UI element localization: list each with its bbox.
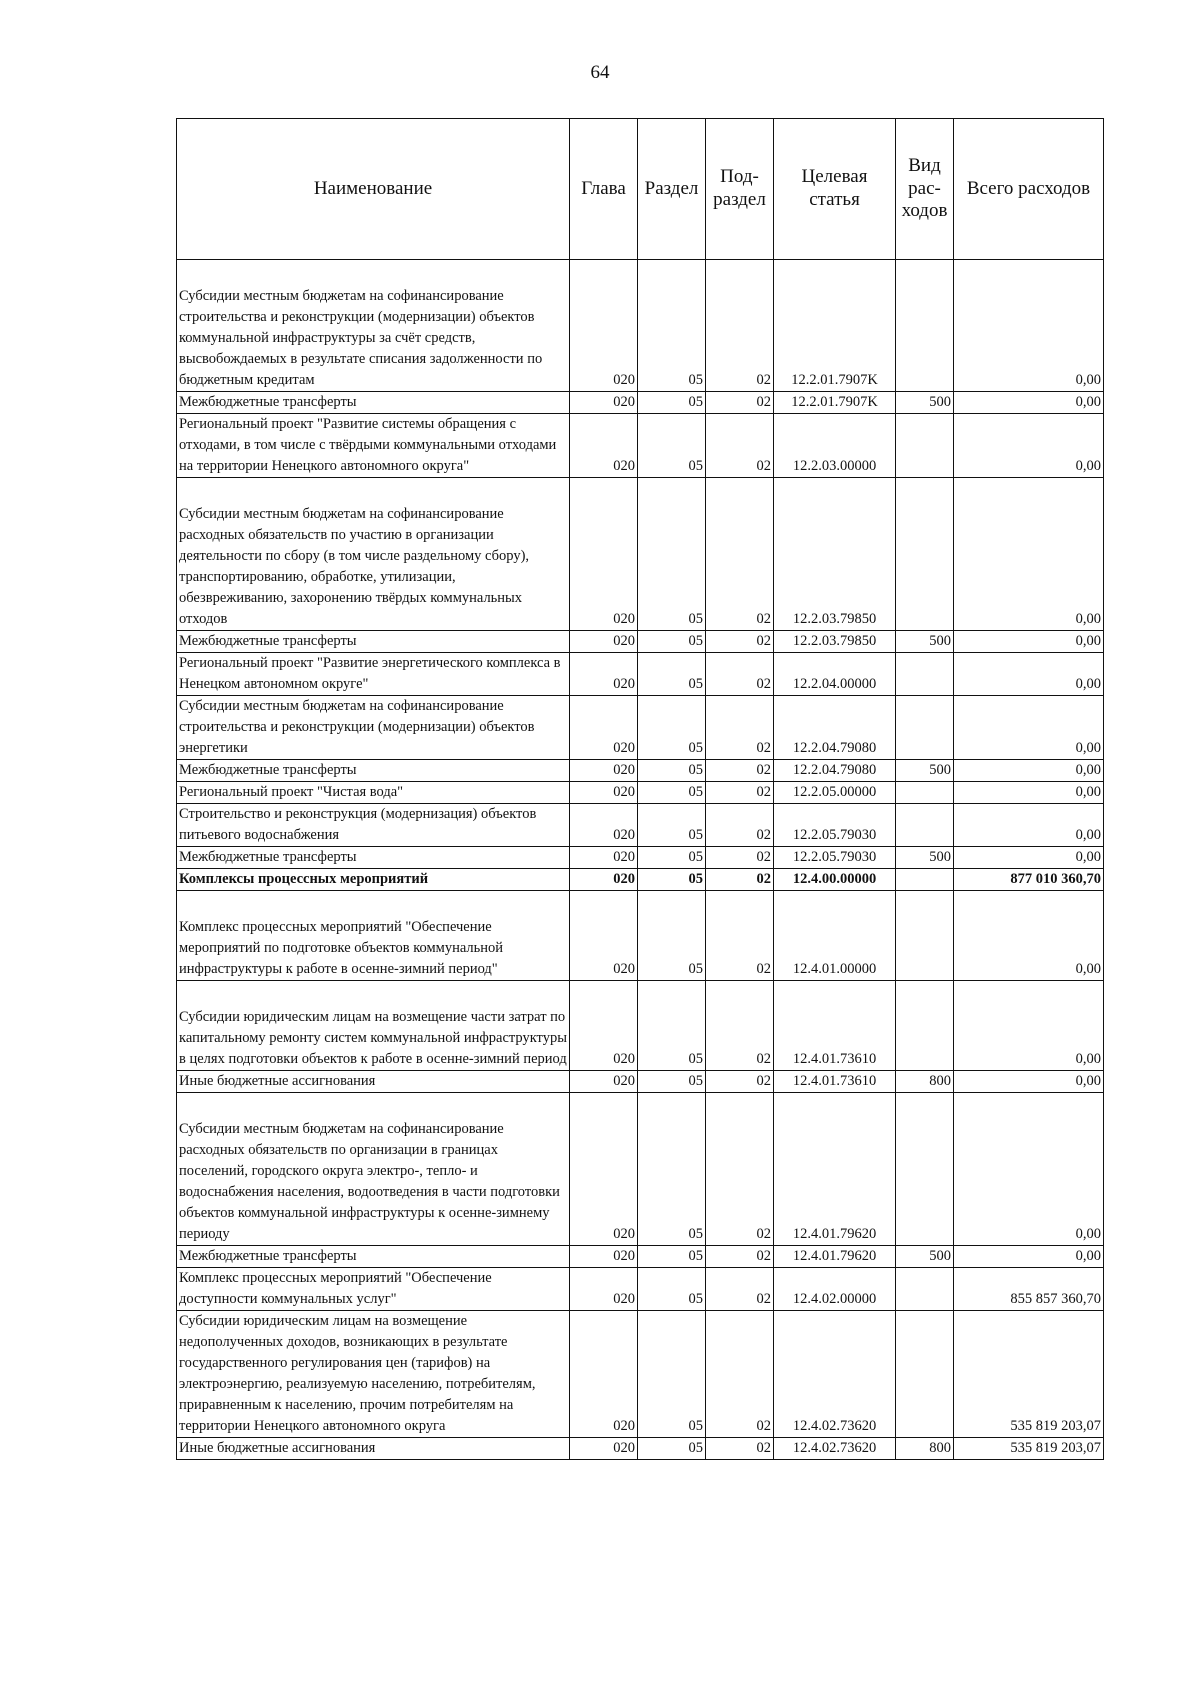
cell-vid [896, 1311, 954, 1438]
cell-razdel: 05 [638, 1268, 706, 1311]
table-row [177, 392, 1104, 414]
table-row [177, 478, 1104, 631]
cell-podrazdel: 02 [706, 1071, 774, 1093]
cell-total: 0,00 [954, 891, 1104, 981]
cell-total: 0,00 [954, 981, 1104, 1071]
cell-vid [896, 414, 954, 478]
cell-glava: 020 [570, 392, 638, 414]
cell-razdel: 05 [638, 478, 706, 631]
cell-name: Межбюджетные трансферты [177, 631, 570, 653]
cell-podrazdel: 02 [706, 1438, 774, 1460]
cell-celevaya: 12.4.01.73610 [774, 1071, 896, 1093]
table-row [177, 696, 1104, 760]
cell-name: Комплекс процессных мероприятий "Обеспечение доступности коммунальных услуг" [177, 1268, 570, 1311]
cell-podrazdel: 02 [706, 869, 774, 891]
cell-razdel: 05 [638, 653, 706, 696]
cell-podrazdel: 02 [706, 1093, 774, 1246]
header-vid: Вид рас-ходов [896, 119, 954, 260]
cell-glava: 020 [570, 869, 638, 891]
table-row [177, 1246, 1104, 1268]
cell-razdel: 05 [638, 260, 706, 392]
cell-total: 0,00 [954, 414, 1104, 478]
header-total: Всего расходов [954, 119, 1104, 260]
cell-celevaya: 12.2.04.79080 [774, 696, 896, 760]
table-row [177, 1311, 1104, 1438]
cell-name: Межбюджетные трансферты [177, 847, 570, 869]
cell-total: 0,00 [954, 804, 1104, 847]
header-name: Наименование [177, 119, 570, 260]
cell-glava: 020 [570, 1311, 638, 1438]
cell-total: 535 819 203,07 [954, 1311, 1104, 1438]
table-row [177, 804, 1104, 847]
cell-name: Межбюджетные трансферты [177, 760, 570, 782]
cell-celevaya: 12.4.01.73610 [774, 981, 896, 1071]
cell-glava: 020 [570, 696, 638, 760]
cell-podrazdel: 02 [706, 631, 774, 653]
cell-name: Субсидии юридическим лицам на возмещение недополученных доходов, возникающих в результате государственного регулирования цен (тарифов) на электроэнергию, реализуемую населению, потребителям, приравненным к населению, прочим потребителям на территории Ненецкого автономного округа [177, 1311, 570, 1438]
cell-vid [896, 782, 954, 804]
cell-glava: 020 [570, 1438, 638, 1460]
cell-vid [896, 869, 954, 891]
cell-celevaya: 12.2.01.7907K [774, 392, 896, 414]
cell-razdel: 05 [638, 847, 706, 869]
cell-podrazdel: 02 [706, 1311, 774, 1438]
table-row [177, 414, 1104, 478]
cell-total: 877 010 360,70 [954, 869, 1104, 891]
cell-vid: 500 [896, 1246, 954, 1268]
table-row [177, 1093, 1104, 1246]
cell-glava: 020 [570, 1268, 638, 1311]
cell-vid: 500 [896, 392, 954, 414]
cell-podrazdel: 02 [706, 981, 774, 1071]
table-row [177, 653, 1104, 696]
cell-celevaya: 12.2.05.79030 [774, 804, 896, 847]
cell-razdel: 05 [638, 1438, 706, 1460]
cell-podrazdel: 02 [706, 478, 774, 631]
cell-podrazdel: 02 [706, 653, 774, 696]
cell-name: Иные бюджетные ассигнования [177, 1071, 570, 1093]
cell-celevaya: 12.2.01.7907K [774, 260, 896, 392]
table-row [177, 981, 1104, 1071]
cell-celevaya: 12.2.03.79850 [774, 631, 896, 653]
cell-celevaya: 12.2.04.79080 [774, 760, 896, 782]
cell-total: 535 819 203,07 [954, 1438, 1104, 1460]
cell-glava: 020 [570, 1093, 638, 1246]
cell-total: 0,00 [954, 260, 1104, 392]
cell-glava: 020 [570, 1071, 638, 1093]
cell-razdel: 05 [638, 804, 706, 847]
cell-razdel: 05 [638, 1311, 706, 1438]
cell-razdel: 05 [638, 760, 706, 782]
cell-name: Субсидии местным бюджетам на софинансирование строительства и реконструкции (модернизации) объектов коммунальной инфраструктуры за счёт средств, высвобождаемых в результате списания задолженности по бюджетным кредитам [177, 260, 570, 392]
cell-glava: 020 [570, 631, 638, 653]
cell-podrazdel: 02 [706, 760, 774, 782]
cell-total: 0,00 [954, 392, 1104, 414]
cell-name: Региональный проект "Чистая вода" [177, 782, 570, 804]
table-row [177, 760, 1104, 782]
cell-name: Комплексы процессных мероприятий [177, 869, 570, 891]
cell-vid: 500 [896, 631, 954, 653]
cell-vid [896, 1093, 954, 1246]
cell-podrazdel: 02 [706, 1246, 774, 1268]
cell-vid [896, 804, 954, 847]
cell-podrazdel: 02 [706, 1268, 774, 1311]
budget-table [176, 118, 1104, 1460]
cell-name: Региональный проект "Развитие системы обращения с отходами, в том числе с твёрдыми коммунальными отходами на территории Ненецкого автономного округа" [177, 414, 570, 478]
cell-total: 0,00 [954, 478, 1104, 631]
cell-vid: 500 [896, 847, 954, 869]
cell-glava: 020 [570, 760, 638, 782]
header-celevaya: Целевая статья [774, 119, 896, 260]
cell-name: Комплекс процессных мероприятий "Обеспечение мероприятий по подготовке объектов коммунальной инфраструктуры к работе в осенне-зимний период" [177, 891, 570, 981]
cell-name: Межбюджетные трансферты [177, 392, 570, 414]
cell-total: 0,00 [954, 696, 1104, 760]
cell-razdel: 05 [638, 891, 706, 981]
cell-glava: 020 [570, 653, 638, 696]
cell-vid [896, 981, 954, 1071]
table-row [177, 891, 1104, 981]
cell-name: Субсидии местным бюджетам на софинансирование расходных обязательств по участию в организации деятельности по сбору (в том числе раздельному сбору), транспортированию, обработке, утилизации, обезвреживанию, захоронению твёрдых коммунальных отходов [177, 478, 570, 631]
table-row [177, 869, 1104, 891]
cell-razdel: 05 [638, 1246, 706, 1268]
cell-vid [896, 696, 954, 760]
cell-name: Иные бюджетные ассигнования [177, 1438, 570, 1460]
cell-razdel: 05 [638, 1071, 706, 1093]
table-header-row [177, 119, 1104, 260]
cell-glava: 020 [570, 891, 638, 981]
cell-total: 0,00 [954, 631, 1104, 653]
cell-vid: 800 [896, 1438, 954, 1460]
cell-razdel: 05 [638, 392, 706, 414]
cell-podrazdel: 02 [706, 260, 774, 392]
cell-razdel: 05 [638, 782, 706, 804]
cell-razdel: 05 [638, 1093, 706, 1246]
cell-celevaya: 12.2.05.00000 [774, 782, 896, 804]
cell-glava: 020 [570, 414, 638, 478]
cell-total: 855 857 360,70 [954, 1268, 1104, 1311]
cell-vid [896, 891, 954, 981]
cell-podrazdel: 02 [706, 414, 774, 478]
cell-name: Региональный проект "Развитие энергетического комплекса в Ненецком автономном округе" [177, 653, 570, 696]
cell-vid [896, 478, 954, 631]
cell-podrazdel: 02 [706, 891, 774, 981]
cell-glava: 020 [570, 981, 638, 1071]
table-row [177, 631, 1104, 653]
cell-razdel: 05 [638, 981, 706, 1071]
cell-celevaya: 12.4.01.79620 [774, 1093, 896, 1246]
cell-glava: 020 [570, 804, 638, 847]
cell-vid: 500 [896, 760, 954, 782]
cell-razdel: 05 [638, 696, 706, 760]
cell-glava: 020 [570, 478, 638, 631]
cell-total: 0,00 [954, 760, 1104, 782]
cell-podrazdel: 02 [706, 804, 774, 847]
cell-razdel: 05 [638, 414, 706, 478]
cell-razdel: 05 [638, 631, 706, 653]
cell-celevaya: 12.2.04.00000 [774, 653, 896, 696]
table-row [177, 1438, 1104, 1460]
cell-total: 0,00 [954, 782, 1104, 804]
cell-total: 0,00 [954, 847, 1104, 869]
cell-total: 0,00 [954, 1093, 1104, 1246]
page-number: 64 [590, 62, 610, 83]
cell-celevaya: 12.2.03.79850 [774, 478, 896, 631]
cell-glava: 020 [570, 782, 638, 804]
cell-total: 0,00 [954, 653, 1104, 696]
cell-vid: 800 [896, 1071, 954, 1093]
cell-celevaya: 12.2.05.79030 [774, 847, 896, 869]
cell-podrazdel: 02 [706, 696, 774, 760]
table-row [177, 260, 1104, 392]
cell-name: Субсидии местным бюджетам на софинансирование строительства и реконструкции (модернизации) объектов энергетики [177, 696, 570, 760]
cell-vid [896, 260, 954, 392]
table-row [177, 782, 1104, 804]
cell-podrazdel: 02 [706, 782, 774, 804]
cell-podrazdel: 02 [706, 392, 774, 414]
cell-podrazdel: 02 [706, 847, 774, 869]
cell-glava: 020 [570, 1246, 638, 1268]
cell-name: Межбюджетные трансферты [177, 1246, 570, 1268]
cell-glava: 020 [570, 260, 638, 392]
cell-name: Субсидии юридическим лицам на возмещение части затрат по капитальному ремонту систем коммунальной инфраструктуры в целях подготовки объектов к работе в осенне-зимний период [177, 981, 570, 1071]
cell-total: 0,00 [954, 1246, 1104, 1268]
cell-vid [896, 653, 954, 696]
cell-glava: 020 [570, 847, 638, 869]
cell-celevaya: 12.4.01.00000 [774, 891, 896, 981]
table-row [177, 1071, 1104, 1093]
cell-name: Строительство и реконструкция (модернизация) объектов питьевого водоснабжения [177, 804, 570, 847]
header-razdel: Раздел [638, 119, 706, 260]
cell-total: 0,00 [954, 1071, 1104, 1093]
cell-name: Субсидии местным бюджетам на софинансирование расходных обязательств по организации в границах поселений, городского округа электро-, тепло- и водоснабжения населения, водоотведения в части подготовки объектов коммунальной инфраструктуры к осенне-зимнему периоду [177, 1093, 570, 1246]
cell-celevaya: 12.2.03.00000 [774, 414, 896, 478]
cell-celevaya: 12.4.00.00000 [774, 869, 896, 891]
cell-celevaya: 12.4.01.79620 [774, 1246, 896, 1268]
table-row [177, 1268, 1104, 1311]
cell-celevaya: 12.4.02.73620 [774, 1311, 896, 1438]
cell-celevaya: 12.4.02.00000 [774, 1268, 896, 1311]
cell-vid [896, 1268, 954, 1311]
table-row [177, 847, 1104, 869]
cell-celevaya: 12.4.02.73620 [774, 1438, 896, 1460]
header-glava: Глава [570, 119, 638, 260]
header-podrazdel: Под-раздел [706, 119, 774, 260]
cell-razdel: 05 [638, 869, 706, 891]
